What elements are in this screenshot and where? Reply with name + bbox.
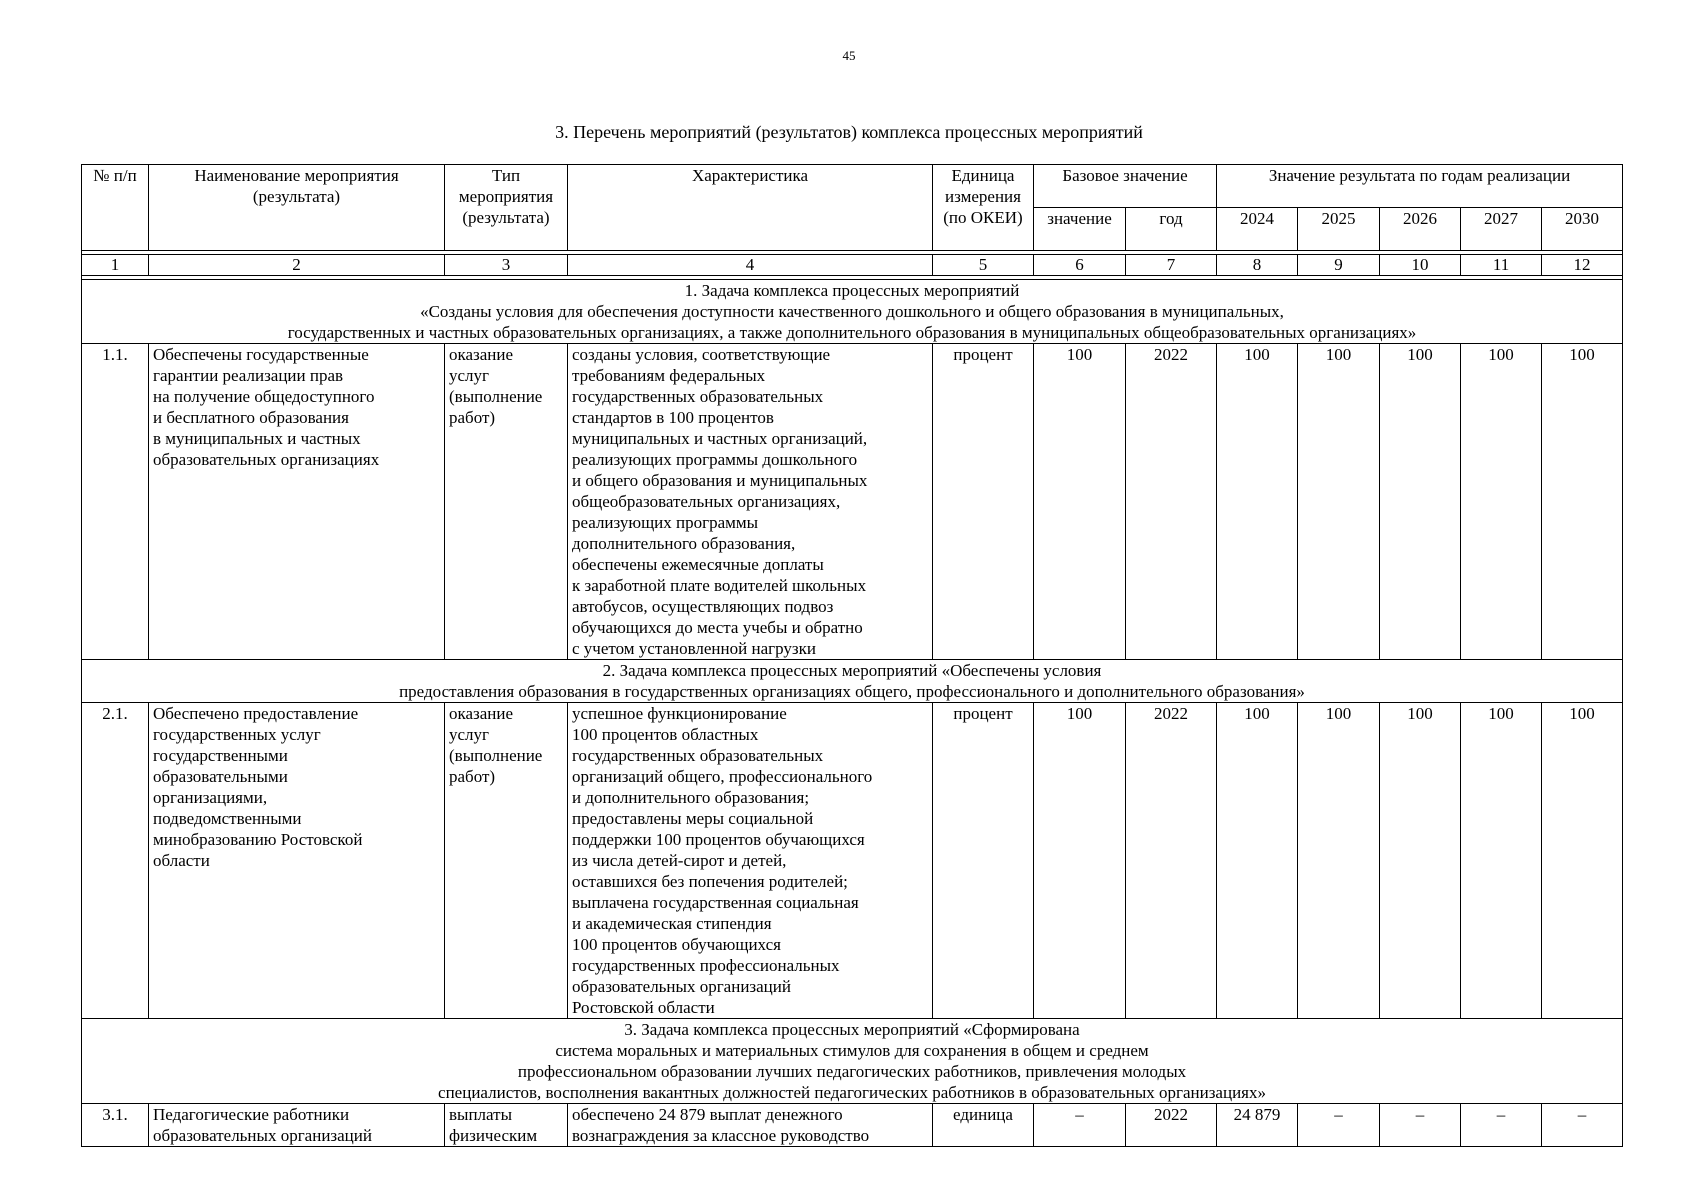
text-line: 3. Задача комплекса процессных мероприятий «Сформирована <box>624 1020 1080 1039</box>
column-number: 7 <box>1126 255 1217 276</box>
text-line: и бесплатного образования <box>153 408 349 427</box>
header-no: № п/п <box>82 165 149 251</box>
measure-name <box>149 703 445 1019</box>
text-line: поддержки 100 процентов обучающихся <box>572 830 865 849</box>
column-number: 4 <box>568 255 933 276</box>
text-line: требованиям федеральных <box>572 366 766 385</box>
text-line: организаций общего, профессионального <box>572 767 873 786</box>
text-line: работ) <box>449 408 496 427</box>
text-line: из числа детей-сирот и детей, <box>572 851 787 870</box>
text-line: стандартов в 100 процентов <box>572 408 774 427</box>
text-line: реализующих программы дошкольного <box>572 450 858 469</box>
base-year: 2022 <box>1126 344 1217 660</box>
measure-type <box>445 703 568 1019</box>
year-value: 24 879 <box>1217 1104 1298 1147</box>
year-value: 100 <box>1217 344 1298 660</box>
header-name: Наименование мероприятия (результата) <box>149 165 445 251</box>
text-line: оставшихся без попечения родителей; <box>572 872 848 891</box>
year-value: 100 <box>1542 344 1623 660</box>
year-value: 100 <box>1217 703 1298 1019</box>
text-line: оказание <box>449 345 514 364</box>
row-number: 1.1. <box>82 344 149 660</box>
text-line: предоставлены меры социальной <box>572 809 814 828</box>
base-value: 100 <box>1034 703 1126 1019</box>
text-line: государственных образовательных <box>572 746 824 765</box>
text-line: образовательных организациях <box>153 450 380 469</box>
header-type: Тип мероприятия (результата) <box>445 165 568 251</box>
year-value: 100 <box>1298 703 1380 1019</box>
measures-table <box>81 164 1623 1147</box>
text-line: (выполнение <box>449 387 543 406</box>
text-line: образовательных организаций <box>572 977 791 996</box>
measure-characteristic <box>568 1104 933 1147</box>
column-number: 12 <box>1542 255 1623 276</box>
column-number: 2 <box>149 255 445 276</box>
task-row <box>82 660 1623 703</box>
base-value: – <box>1034 1104 1126 1147</box>
year-value: 100 <box>1298 344 1380 660</box>
header-base-value: значение <box>1034 208 1126 251</box>
text-line: общеобразовательных организациях, <box>572 492 841 511</box>
text-line: образовательными <box>153 767 288 786</box>
text-line: и общего образования и муниципальных <box>572 471 868 490</box>
text-line: Обеспечены государственные <box>153 345 369 364</box>
column-number-row <box>82 255 1623 276</box>
measure-type <box>445 344 568 660</box>
text-line: государственных услуг <box>153 725 321 744</box>
year-value: – <box>1298 1104 1380 1147</box>
year-value: 100 <box>1380 703 1461 1019</box>
column-number: 5 <box>933 255 1034 276</box>
text-line: реализующих программы <box>572 513 759 532</box>
text-line: государственных и частных образовательных организациях, а также дополнительного образования в муниципальных общеобразовательных организациях» <box>287 323 1417 342</box>
text-line: муниципальных и частных организаций, <box>572 429 868 448</box>
year-value: 100 <box>1380 344 1461 660</box>
text-line: система моральных и материальных стимулов для сохранения в общем и среднем <box>555 1041 1149 1060</box>
text-line: услуг <box>449 366 490 385</box>
year-value: – <box>1380 1104 1461 1147</box>
text-line: успешное функционирование <box>572 704 787 723</box>
text-line: минобразованию Ростовской <box>153 830 363 849</box>
text-line: созданы условия, соответствующие <box>572 345 831 364</box>
table-row <box>82 1104 1623 1147</box>
base-value: 100 <box>1034 344 1126 660</box>
text-line: 2. Задача комплекса процессных мероприятий «Обеспечены условия <box>602 661 1102 680</box>
page-number: 45 <box>842 48 856 63</box>
text-line: подведомственными <box>153 809 302 828</box>
column-number: 9 <box>1298 255 1380 276</box>
text-line: и академическая стипендия <box>572 914 772 933</box>
column-number: 10 <box>1380 255 1461 276</box>
task-row <box>82 1019 1623 1104</box>
text-line: физическим <box>449 1126 538 1145</box>
text-line: специалистов, восполнения вакантных должностей педагогических работников в образовательных организациях» <box>438 1083 1266 1102</box>
text-line: Ростовской области <box>572 998 715 1017</box>
header-result: Значение результата по годам реализации <box>1217 165 1623 208</box>
header-base-year: год <box>1126 208 1217 251</box>
table-body <box>82 280 1623 1147</box>
header-characteristic: Характеристика <box>568 165 933 251</box>
text-line: и дополнительного образования; <box>572 788 810 807</box>
text-line: автобусов, осуществляющих подвоз <box>572 597 834 616</box>
text-line: обучающихся до места учебы и обратно <box>572 618 863 637</box>
task-row <box>82 280 1623 344</box>
base-year: 2022 <box>1126 703 1217 1019</box>
header-year-2025: 2025 <box>1298 208 1380 251</box>
measure-characteristic <box>568 703 933 1019</box>
text-line: дополнительного образования, <box>572 534 796 553</box>
text-line: государственных профессиональных <box>572 956 840 975</box>
text-line: образовательных организаций <box>153 1126 372 1145</box>
measure-characteristic <box>568 344 933 660</box>
table-row <box>82 344 1623 660</box>
header-year-2027: 2027 <box>1461 208 1542 251</box>
year-value: 100 <box>1461 703 1542 1019</box>
year-value: – <box>1461 1104 1542 1147</box>
text-line: с учетом установленной нагрузки <box>572 639 816 658</box>
text-line: «Созданы условия для обеспечения доступности качественного дошкольного и общего образования в муниципальных, <box>420 302 1284 321</box>
document-title: 3. Перечень мероприятий (результатов) комплекса процессных мероприятий <box>555 122 1143 142</box>
measure-name <box>149 344 445 660</box>
text-line: предоставления образования в государственных организациях общего, профессионального и дополнительного образования» <box>399 682 1305 701</box>
task-title <box>82 1019 1623 1104</box>
column-number: 8 <box>1217 255 1298 276</box>
text-line: 1. Задача комплекса процессных мероприятий <box>684 281 1020 300</box>
text-line: обеспечено 24 879 выплат денежного <box>572 1105 843 1124</box>
task-title <box>82 660 1623 703</box>
text-line: оказание <box>449 704 514 723</box>
year-value: 100 <box>1542 703 1623 1019</box>
text-line: выплачена государственная социальная <box>572 893 859 912</box>
header-year-2024: 2024 <box>1217 208 1298 251</box>
measure-unit: процент <box>933 703 1034 1019</box>
base-year: 2022 <box>1126 1104 1217 1147</box>
header-year-2030: 2030 <box>1542 208 1623 251</box>
header-unit: Единица измерения (по ОКЕИ) <box>933 165 1034 251</box>
year-value: – <box>1542 1104 1623 1147</box>
header-year-2026: 2026 <box>1380 208 1461 251</box>
text-line: области <box>153 851 210 870</box>
text-line: на получение общедоступного <box>153 387 375 406</box>
text-line: гарантии реализации прав <box>153 366 344 385</box>
text-line: государственными <box>153 746 288 765</box>
text-line: услуг <box>449 725 490 744</box>
column-number: 1 <box>82 255 149 276</box>
task-title <box>82 280 1623 344</box>
column-number: 3 <box>445 255 568 276</box>
measure-unit: единица <box>933 1104 1034 1147</box>
text-line: к заработной плате водителей школьных <box>572 576 867 595</box>
text-line: 100 процентов областных <box>572 725 759 744</box>
text-line: профессиональном образовании лучших педагогических работников, привлечения молодых <box>517 1062 1187 1081</box>
measure-type <box>445 1104 568 1147</box>
text-line: работ) <box>449 767 496 786</box>
measure-name <box>149 1104 445 1147</box>
row-number: 3.1. <box>82 1104 149 1147</box>
measure-unit: процент <box>933 344 1034 660</box>
text-line: Обеспечено предоставление <box>153 704 359 723</box>
text-line: выплаты <box>449 1105 512 1124</box>
header-row <box>82 165 1623 208</box>
year-value: 100 <box>1461 344 1542 660</box>
text-line: Педагогические работники <box>153 1105 350 1124</box>
table-row <box>82 703 1623 1019</box>
header-base: Базовое значение <box>1034 165 1217 208</box>
text-line: в муниципальных и частных <box>153 429 361 448</box>
column-number: 6 <box>1034 255 1126 276</box>
text-line: 100 процентов обучающихся <box>572 935 781 954</box>
text-line: (выполнение <box>449 746 543 765</box>
text-line: обеспечены ежемесячные доплаты <box>572 555 824 574</box>
column-number: 11 <box>1461 255 1542 276</box>
text-line: организациями, <box>153 788 268 807</box>
row-number: 2.1. <box>82 703 149 1019</box>
text-line: вознаграждения за классное руководство <box>572 1126 870 1145</box>
text-line: государственных образовательных <box>572 387 824 406</box>
